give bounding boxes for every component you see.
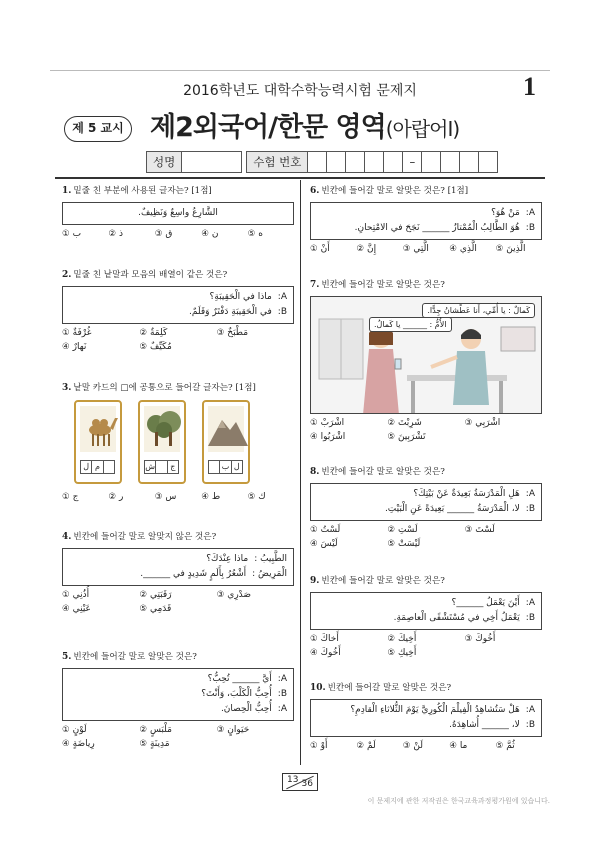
choice-option[interactable] <box>310 648 387 658</box>
choice-option[interactable] <box>449 741 495 751</box>
choice-text: رَقَبَتِي <box>149 590 172 600</box>
dialogue-text: أَشْعُرُ بِأَلَمٍ شَدِيدٍ في ______. <box>140 569 247 579</box>
speaker-label: B: <box>277 307 287 317</box>
question-7 <box>310 279 542 442</box>
choice-option[interactable] <box>139 342 216 352</box>
choice-text: أُذُنِي <box>72 590 90 600</box>
letter-slots <box>209 460 243 474</box>
choice-number: ① <box>310 741 318 751</box>
choice-number: ① <box>310 634 318 644</box>
question-prompt: 3. 낱말 카드의 □에 공통으로 들어갈 글자는? [1점] <box>62 383 256 393</box>
choice-number: ⑤ <box>247 229 256 239</box>
choice-option[interactable] <box>62 739 139 749</box>
page-counter <box>282 773 318 791</box>
question-prompt: 10. 빈칸에 들어갈 말로 알맞은 것은? <box>310 683 452 693</box>
choice-text: صَدْرِي <box>227 590 252 600</box>
speech-bubble-kamal: كَمالٌ : يا أُمِّي، أَنا عَطْشانُ جِدًّا. <box>422 303 535 318</box>
dialogue-line <box>317 502 535 517</box>
choice-option[interactable] <box>310 525 387 535</box>
word-card-mountain <box>202 400 250 484</box>
question-8 <box>310 466 542 549</box>
choice-option[interactable] <box>217 328 294 338</box>
choice-list <box>310 525 542 549</box>
dialogue-box <box>310 483 542 521</box>
choice-text: ثُمَّ <box>506 741 515 751</box>
question-4 <box>62 531 294 614</box>
choice-option[interactable] <box>62 590 139 600</box>
id-cell[interactable] <box>460 151 479 173</box>
choice-option[interactable] <box>62 492 108 502</box>
choice-text: غُرْفَةٌ <box>72 328 92 338</box>
page-total: 36 <box>301 779 313 789</box>
choice-option[interactable] <box>387 634 464 644</box>
speaker-label: الْمَرِيضُ : <box>252 569 287 579</box>
dialogue-text: لا، ______ أُشاهِدَهُ. <box>449 720 520 730</box>
choice-option[interactable] <box>387 525 464 535</box>
dialogue-box <box>310 699 542 737</box>
choice-number: ① <box>310 525 318 535</box>
choice-text: اشْرَبُوا <box>320 432 346 442</box>
choice-option[interactable] <box>217 590 294 600</box>
choice-option[interactable] <box>62 328 139 338</box>
question-prompt: 6. 빈칸에 들어갈 말로 알맞은 것은? [1점] <box>310 186 469 196</box>
trees-icon <box>144 406 180 452</box>
dialogue-line <box>69 305 287 320</box>
choice-option[interactable] <box>201 492 247 502</box>
page-number: 1 <box>523 72 536 101</box>
choice-option[interactable] <box>310 741 356 751</box>
choice-text: لَمْ <box>367 741 376 751</box>
choice-text: ج <box>72 492 79 502</box>
choice-number: ② <box>356 741 365 751</box>
choice-text: س <box>165 492 177 502</box>
word-card-trees <box>138 400 186 484</box>
header-rule <box>50 70 550 71</box>
choice-number: ⑤ <box>387 648 395 658</box>
student-info-row <box>146 151 498 173</box>
choice-number: ① <box>62 590 70 600</box>
choice-text: ن <box>211 229 219 239</box>
choice-option[interactable] <box>139 590 216 600</box>
word-cards <box>62 400 294 484</box>
question-2 <box>62 269 294 352</box>
exam-title: 2016학년도 대학수학능력시험 문제지 <box>183 83 417 99</box>
letter-slot: ش <box>144 460 156 474</box>
choice-option[interactable] <box>356 244 402 254</box>
choice-number: ⑤ <box>387 539 395 549</box>
choice-text: ذ <box>119 229 124 239</box>
question-6 <box>310 185 542 254</box>
dialogue-text: هَلِ الْمَدْرَسَةُ بَعِيدَةٌ عَنْ بَيْتِكَ؟ <box>413 489 520 499</box>
choice-option[interactable] <box>62 725 139 735</box>
choice-text: مَلْبَسٍ <box>149 725 172 735</box>
dialogue-box <box>62 286 294 324</box>
choice-text: أَخاكَ <box>320 634 339 644</box>
id-label: 수험 번호 <box>246 151 308 173</box>
question-prompt: 5. 빈칸에 들어갈 말로 알맞은 것은? <box>62 652 197 662</box>
speaker-label: B: <box>525 504 535 514</box>
choice-option[interactable] <box>310 432 387 442</box>
choice-option[interactable] <box>155 229 201 239</box>
choice-list <box>62 725 294 749</box>
choice-option[interactable] <box>139 328 216 338</box>
choice-option[interactable] <box>62 604 139 614</box>
choice-text: تَشْرَبِينَ <box>397 432 426 442</box>
choice-number: ③ <box>402 244 411 254</box>
dialogue-text: أَيَّ ______ تُحِبُّ؟ <box>207 674 272 684</box>
dialogue-text: أَيْنَ يَعْمَلُ ______؟ <box>451 598 520 608</box>
dialogue-line <box>69 702 287 717</box>
dialogue-text: هُوَ الطَّالِبُ الْمُمْتازُ ______ نَجَحَ في الامْتِحانِ. <box>354 223 520 233</box>
column-divider <box>300 180 301 765</box>
choice-text: ط <box>211 492 221 502</box>
choice-option[interactable] <box>387 539 464 549</box>
blank-slot <box>103 460 115 474</box>
id-cell[interactable] <box>327 151 346 173</box>
choice-number: ④ <box>62 739 70 749</box>
choice-option[interactable] <box>403 741 449 751</box>
choice-option[interactable] <box>248 229 294 239</box>
choice-text: أَوْ <box>320 741 328 751</box>
question-9 <box>310 575 542 658</box>
dialogue-text: أُحِبُّ الْكَلْبَ، وَأَنْتَ؟ <box>201 689 272 699</box>
copyright-note: 이 문제지에 관한 저작권은 한국교육과정평가원에 있습니다. <box>367 797 550 805</box>
speaker-label: A: <box>525 705 535 715</box>
choice-text: عَيْنِي <box>72 604 91 614</box>
speaker-label: A: <box>277 292 287 302</box>
choice-option[interactable] <box>465 418 542 428</box>
speech-bubble-mother: الأُمُّ : ______ يا كَمالُ. <box>369 317 452 332</box>
choice-text: لَسْتَ <box>475 525 495 535</box>
choice-list <box>310 634 542 658</box>
letter-slot: ل <box>80 460 92 474</box>
choice-number: ④ <box>201 229 209 239</box>
choice-option[interactable] <box>356 741 402 751</box>
id-cell[interactable] <box>365 151 384 173</box>
choice-number: ③ <box>216 725 225 735</box>
choice-text: الَّتِي <box>413 244 429 254</box>
name-label: 성명 <box>146 151 182 173</box>
choice-option[interactable] <box>496 741 542 751</box>
dialogue-line <box>317 596 535 611</box>
choice-text: كَلِمَةٌ <box>149 328 168 338</box>
dialogue-text: أُحِبُّ الْحِصانَ. <box>220 704 272 714</box>
id-cell[interactable] <box>422 151 441 173</box>
speaker-label: B: <box>277 689 287 699</box>
choice-text: لَيْسَتْ <box>397 539 421 549</box>
choice-number: ③ <box>154 492 163 502</box>
choice-number: ④ <box>310 432 318 442</box>
choice-number: ③ <box>464 634 473 644</box>
choice-text: ر <box>119 492 124 502</box>
dialogue-box <box>62 668 294 721</box>
choice-number: ⑤ <box>495 244 504 254</box>
choice-option[interactable] <box>217 725 294 735</box>
speaker-label: A: <box>525 208 535 218</box>
question-prompt: 8. 빈칸에 들어갈 말로 알맞은 것은? <box>310 467 445 477</box>
choice-text: مَدِينَةٍ <box>149 739 170 749</box>
question-box: الشَّارِعُ واسِعٌ وَنَظِيفٌ. <box>62 202 294 225</box>
choice-number: ⑤ <box>247 492 256 502</box>
dialogue-text: ماذا عِنْدَكَ؟ <box>206 554 249 564</box>
choice-number: ⑤ <box>139 739 147 749</box>
question-1 <box>62 185 294 239</box>
dialogue-line <box>69 672 287 687</box>
question-prompt: 7. 빈칸에 들어갈 말로 알맞은 것은? <box>310 280 445 290</box>
choice-text: اشْرَبْ <box>320 418 345 428</box>
choice-text: قَدَمِي <box>149 604 172 614</box>
id-cell[interactable] <box>441 151 460 173</box>
content-top-rule <box>55 177 545 179</box>
choice-number: ③ <box>464 525 473 535</box>
choice-option[interactable] <box>403 244 449 254</box>
choice-number: ④ <box>310 648 318 658</box>
choice-option[interactable] <box>387 432 464 442</box>
choice-option[interactable] <box>139 604 216 614</box>
speaker-label: B: <box>525 720 535 730</box>
dialogue-line <box>317 221 535 236</box>
choice-option[interactable] <box>449 244 495 254</box>
choice-option[interactable] <box>62 342 139 352</box>
question-3 <box>62 382 294 502</box>
choice-number: ① <box>62 725 70 735</box>
choice-option[interactable] <box>108 229 154 239</box>
question-5 <box>62 651 294 749</box>
choice-number: ② <box>387 634 395 644</box>
choice-option[interactable] <box>201 229 247 239</box>
choice-number: ① <box>310 244 318 254</box>
choice-text: الَّذِينَ <box>506 244 526 254</box>
dialogue-line <box>317 718 535 733</box>
dialogue-text: في الْحَقِيبَةِ دَفْتَرٌ وَقَلَمٌ. <box>189 307 272 317</box>
choice-option[interactable] <box>310 539 387 549</box>
word-card-camel <box>74 400 122 484</box>
choice-text: رِياضَةٍ <box>72 739 95 749</box>
speaker-label: B: <box>525 223 535 233</box>
choice-option[interactable] <box>496 244 542 254</box>
choice-text: أَخِيكَ <box>397 634 417 644</box>
choice-option[interactable] <box>310 634 387 644</box>
mountain-icon <box>208 406 244 452</box>
page-current: 13 <box>287 775 299 785</box>
dialogue-text: يَعْمَلُ أَخِي في مُسْتَشْفًى الْعاصِمَةِ. <box>393 613 520 623</box>
choice-list <box>62 590 294 614</box>
id-cell[interactable] <box>479 151 498 173</box>
choice-text: أَنْ <box>320 244 330 254</box>
choice-text: لَسْتِ <box>397 525 418 535</box>
choice-text: اشْرَبِي <box>475 418 501 428</box>
choice-number: ⑤ <box>387 432 395 442</box>
choice-text: ه <box>258 229 263 239</box>
id-dash: – <box>403 151 422 173</box>
choice-option[interactable] <box>387 648 464 658</box>
choice-list <box>310 741 542 751</box>
choice-option[interactable] <box>465 525 542 535</box>
question-prompt: 2. 밑줄 친 낱말과 모음의 배열이 같은 것은? <box>62 270 228 280</box>
dialogue-text: مَنْ هُوَ؟ <box>491 208 520 218</box>
choice-list <box>310 244 542 254</box>
dialogue-line <box>317 487 535 502</box>
choice-text: ما <box>459 741 468 751</box>
choice-number: ② <box>387 418 395 428</box>
choice-number: ④ <box>201 492 209 502</box>
choice-text: لَوْنٍ <box>72 725 87 735</box>
choice-number: ④ <box>449 244 457 254</box>
letter-slots <box>81 460 115 474</box>
choice-number: ④ <box>449 741 457 751</box>
name-field[interactable] <box>182 151 242 173</box>
choice-number: ④ <box>62 604 70 614</box>
letter-slot: ج <box>167 460 179 474</box>
choice-text: شَرِبْتَ <box>397 418 422 428</box>
choice-list <box>62 328 294 352</box>
choice-text: لَنْ <box>413 741 424 751</box>
choice-number: ② <box>139 590 147 600</box>
choice-number: ① <box>62 328 70 338</box>
choice-text: مَطْبَخٌ <box>227 328 249 338</box>
question-prompt: 9. 빈칸에 들어갈 말로 알맞은 것은? <box>310 576 445 586</box>
choice-text: حَيَوانٍ <box>227 725 250 735</box>
choice-list <box>310 418 542 442</box>
choice-number: ② <box>108 492 117 502</box>
letter-slot: ل <box>231 460 243 474</box>
choice-text: نَهارٌ <box>72 342 87 352</box>
choice-text: أَخِيكِ <box>397 648 417 658</box>
subject-title <box>150 105 459 144</box>
dialogue-line <box>317 703 535 718</box>
speaker-label: B: <box>525 613 535 623</box>
choice-text: إِنَّ <box>367 244 377 254</box>
choice-number: ③ <box>154 229 163 239</box>
dialogue-box <box>310 202 542 240</box>
dialogue-line <box>317 206 535 221</box>
question-prompt: 4. 빈칸에 들어갈 말로 알맞지 않은 것은? <box>62 532 217 542</box>
choice-text: الَّذِي <box>459 244 477 254</box>
choice-text: ق <box>165 229 173 239</box>
choice-option[interactable] <box>465 634 542 644</box>
choice-option[interactable] <box>62 229 108 239</box>
choice-number: ① <box>62 229 70 239</box>
camel-icon <box>80 406 116 452</box>
subject-sub: (아랍어Ⅰ) <box>385 117 460 141</box>
speaker-label: A: <box>525 598 535 608</box>
letter-slots <box>145 460 179 474</box>
dialogue-text: ماذا في الْحَقِيبَةِ؟ <box>209 292 272 302</box>
choice-option[interactable] <box>248 492 294 502</box>
dialogue-line <box>69 290 287 305</box>
id-cell[interactable] <box>384 151 403 173</box>
choice-number: ⑤ <box>495 741 504 751</box>
choice-number: ① <box>310 418 318 428</box>
choice-number: ③ <box>402 741 411 751</box>
choice-number: ② <box>139 725 147 735</box>
choice-text: أَخُوكَ <box>475 634 496 644</box>
choice-text: أَخُوكَ <box>320 648 341 658</box>
speaker-label: A: <box>525 489 535 499</box>
dialogue-line <box>317 611 535 626</box>
choice-number: ② <box>108 229 117 239</box>
choice-list <box>62 492 294 502</box>
choice-option[interactable] <box>139 739 216 749</box>
dialogue-text: لا، الْمَدْرَسَةُ ______ بَعِيدَةً عَنِ الْبَيْتِ. <box>384 504 520 514</box>
choice-option[interactable] <box>310 244 356 254</box>
choice-number: ③ <box>464 418 473 428</box>
choice-number: ⑤ <box>139 342 147 352</box>
dialogue-box <box>310 592 542 630</box>
choice-text: مُكَيِّفٌ <box>149 342 172 352</box>
dialogue-text: هَلْ سَتُشاهِدُ الْفِيلْمَ الْكُورِيَّ يَوْمَ الثُّلاثاءِ الْقادِمِ؟ <box>350 705 520 715</box>
choice-text: ك <box>258 492 266 502</box>
dialogue-line <box>69 687 287 702</box>
choice-option[interactable] <box>310 418 387 428</box>
speaker-label: الطَّبِيبُ : <box>254 554 287 564</box>
dialogue-line <box>69 567 287 582</box>
choice-option[interactable] <box>387 418 464 428</box>
choice-number: ③ <box>216 590 225 600</box>
choice-number: ② <box>139 328 147 338</box>
letter-slot: ب <box>219 460 231 474</box>
letter-slot: م <box>91 460 103 474</box>
subject-name: 제2외국어/한문 영역 <box>150 112 386 143</box>
question-prompt: 1. 밑줄 친 부분에 사용된 글자는? [1점] <box>62 186 212 196</box>
choice-text: لَسْتُ <box>320 525 341 535</box>
choice-number: ④ <box>310 539 318 549</box>
speaker-label: A: <box>277 704 287 714</box>
id-cell[interactable] <box>308 151 327 173</box>
session-badge: 제 5 교시 <box>64 116 132 142</box>
choice-number: ① <box>62 492 70 502</box>
dialogue-line <box>69 552 287 567</box>
choice-list <box>62 229 294 239</box>
choice-number: ② <box>387 525 395 535</box>
choice-option[interactable] <box>108 492 154 502</box>
choice-number: ④ <box>62 342 70 352</box>
dialogue-illustration <box>310 296 542 414</box>
choice-number: ⑤ <box>139 604 147 614</box>
choice-text: لَيْسَ <box>320 539 338 549</box>
id-cell[interactable] <box>346 151 365 173</box>
speaker-label: A: <box>277 674 287 684</box>
choice-option[interactable] <box>139 725 216 735</box>
question-10 <box>310 682 542 751</box>
choice-text: ب <box>72 229 82 239</box>
choice-number: ② <box>356 244 365 254</box>
choice-option[interactable] <box>155 492 201 502</box>
choice-number: ③ <box>216 328 225 338</box>
dialogue-box <box>62 548 294 586</box>
